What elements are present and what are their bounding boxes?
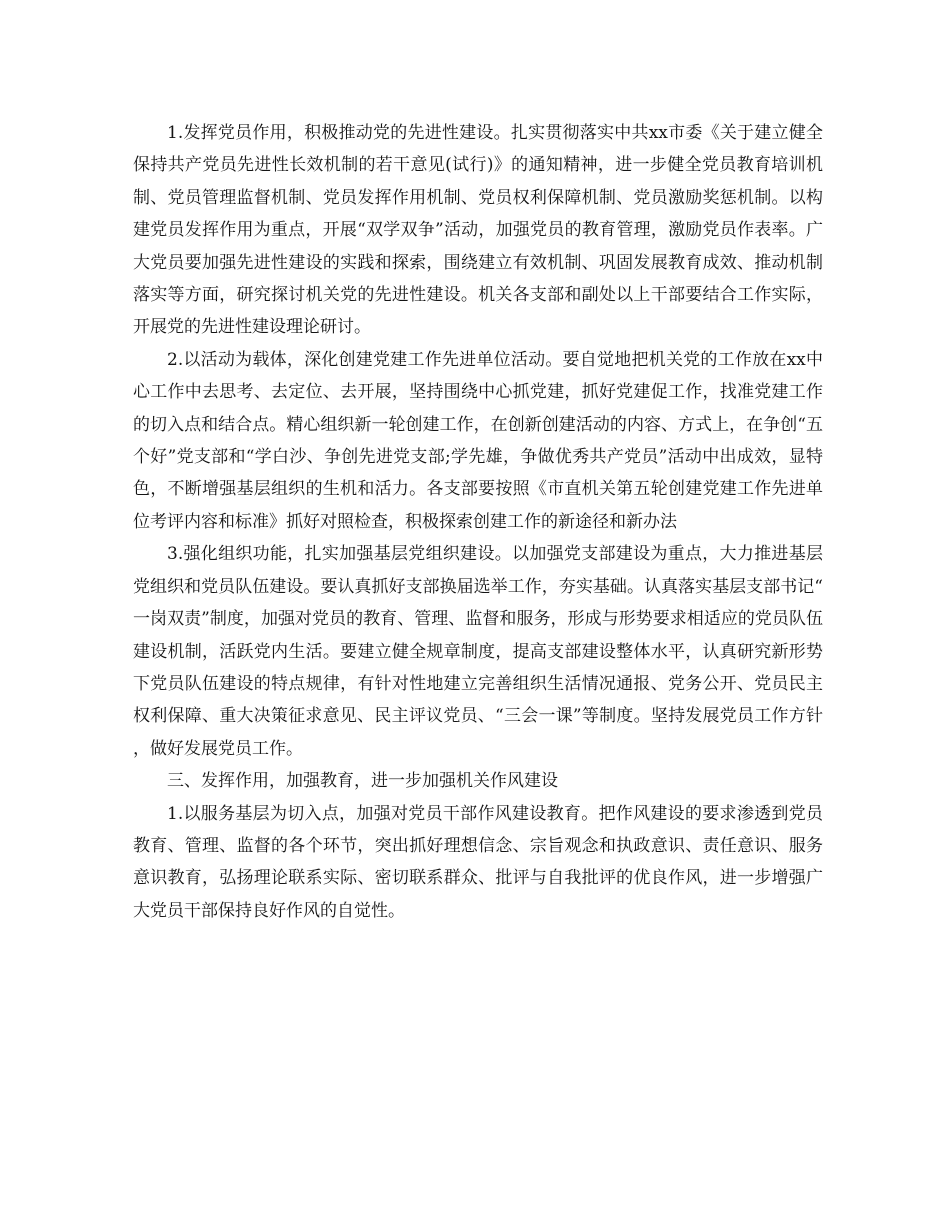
paragraph-4: 1.以服务基层为切入点，加强对党员干部作风建设教育。把作风建设的要求渗透到党员教育、管理、监督的各个环节，突出抓好理想信念、宗旨观念和执政意识、责任意识、服务意识教育，弘扬理论联系实际、密切联系群众、批评与自我批评的优良作风，进一步增强广大党员干部保持良好作风的自觉性。 [133, 803, 823, 921]
document-body [133, 117, 823, 927]
section-heading: 三、发挥作用，加强教育，进一步加强机关作风建设 [167, 771, 558, 792]
paragraph-3: 3.强化组织功能，扎实加强基层党组织建设。以加强党支部建设为重点，大力推进基层党组织和党员队伍建设。要认真抓好支部换届选举工作，夯实基础。认真落实基层支部书记“一岗双责”制度，加强对党员的教育、管理、监督和服务，形成与形势要求相适应的党员队伍建设机制，活跃党内生活。要建立健全规章制度，提高支部建设整体水平，认真研究新形势下党员队伍建设的特点规律，有针对性地建立完善组织生活情况通报、党务公开、党员民主权利保障、重大决策征求意见、民主评议党员、“三会一课”等制度。坚持发展党员工作方针，做好发展党员工作。 [133, 544, 823, 759]
paragraph-1: 1.发挥党员作用，积极推动党的先进性建设。扎实贯彻落实中共xx市委《关于建立健全保持共产党员先进性长效机制的若干意见(试行)》的通知精神，进一步健全党员教育培训机制、党员管理监督机制、党员发挥作用机制、党员权利保障机制、党员激励奖惩机制。以构建党员发挥作用为重点，开展“双学双争”活动，加强党员的教育管理，激励党员作表率。广大党员要加强先进性建设的实践和探索，围绕建立有效机制、巩固发展教育成效、推动机制落实等方面，研究探讨机关党的先进性建设。机关各支部和副处以上干部要结合工作实际，开展党的先进性建设理论研讨。 [133, 123, 823, 338]
paragraph-2: 2.以活动为载体，深化创建党建工作先进单位活动。要自觉地把机关党的工作放在xx中心工作中去思考、去定位、去开展，坚持围绕中心抓党建，抓好党建促工作，找准党建工作的切入点和结合点。精心组织新一轮创建工作，在创新创建活动的内容、方式上，在争创“五个好”党支部和“学白沙、争创先进党支部;学先雄，争做优秀共产党员”活动中出成效，显特色，不断增强基层组织的生机和活力。各支部要按照《市直机关第五轮创建党建工作先进单位考评内容和标准》抓好对照检查，积极探索创建工作的新途径和新办法 [133, 349, 823, 532]
